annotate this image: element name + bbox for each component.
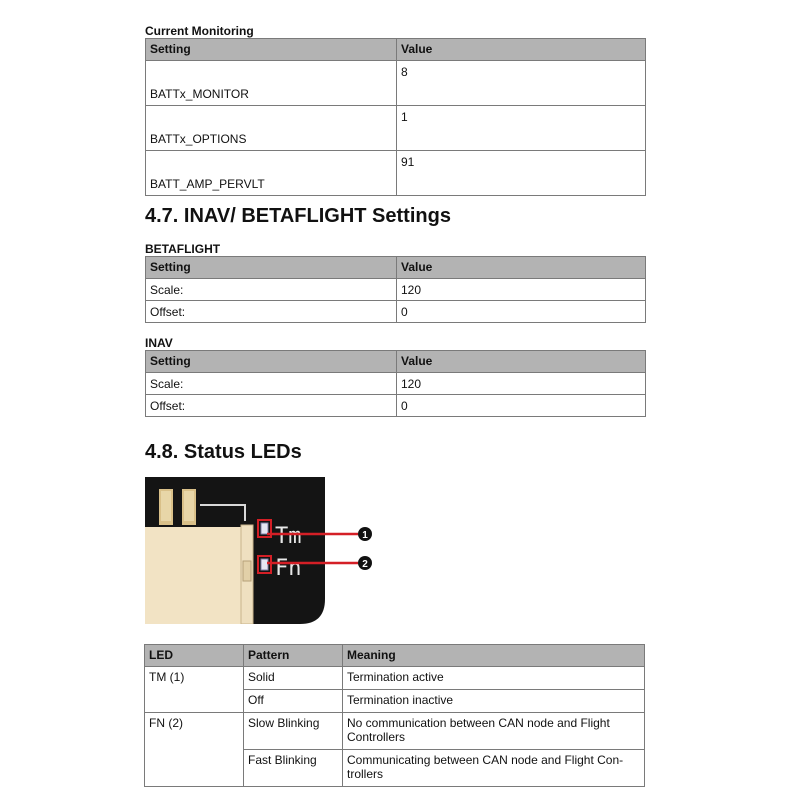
status-led-table (144, 644, 645, 787)
table-row (146, 301, 646, 323)
pattern-cell: Fast Blinking (244, 750, 343, 787)
meaning-cell: No communication between CAN node and Flight Controllers (343, 713, 645, 750)
header-value: Value (397, 351, 646, 373)
table-row (146, 151, 646, 196)
current-monitoring-caption: Current Monitoring (145, 24, 254, 38)
table-row (145, 713, 645, 750)
callout-number-1: 1 (362, 530, 368, 541)
header-value: Value (397, 257, 646, 279)
setting-cell: Offset: (146, 395, 397, 417)
value-cell: 1 (397, 106, 646, 151)
table-row (146, 395, 646, 417)
header-meaning: Meaning (343, 645, 645, 667)
header-led: LED (145, 645, 244, 667)
betaflight-table (145, 256, 646, 323)
meaning-cell: Termination inactive (343, 690, 645, 713)
pin-highlight (184, 491, 194, 521)
connector-body (145, 527, 249, 624)
setting-cell: Scale: (146, 373, 397, 395)
table-row (146, 279, 646, 301)
header-pattern: Pattern (244, 645, 343, 667)
value-cell: 0 (397, 301, 646, 323)
section-47-heading: 4.7. INAV/ BETAFLIGHT Settings (145, 205, 451, 227)
setting-cell: Offset: (146, 301, 397, 323)
table-row (146, 106, 646, 151)
section-48-heading: 4.8. Status LEDs (145, 441, 302, 463)
meaning-cell: Termination active (343, 667, 645, 690)
table-row (145, 667, 645, 690)
connector-latch (243, 561, 251, 581)
callout-markers (325, 520, 385, 580)
header-setting: Setting (146, 39, 397, 61)
led-tm (261, 523, 268, 534)
inav-table (145, 350, 646, 417)
header-setting: Setting (146, 351, 397, 373)
header-setting: Setting (146, 257, 397, 279)
silkscreen-fn: Fn (275, 556, 302, 581)
table-header-row (146, 39, 646, 61)
pattern-cell: Solid (244, 667, 343, 690)
setting-cell: BATT_AMP_PERVLT (146, 151, 397, 196)
value-cell: 120 (397, 279, 646, 301)
silkscreen-tm: Tm (275, 524, 302, 549)
setting-cell: Scale: (146, 279, 397, 301)
table-header-row (146, 257, 646, 279)
betaflight-caption: BETAFLIGHT (145, 242, 221, 256)
meaning-cell: Communicating between CAN node and Flight Con-trollers (343, 750, 645, 787)
led-cell: FN (2) (145, 713, 244, 787)
pin-highlight (161, 491, 171, 521)
inav-caption: INAV (145, 336, 173, 350)
value-cell: 0 (397, 395, 646, 417)
led-cell: TM (1) (145, 667, 244, 713)
setting-cell: BATTx_MONITOR (146, 61, 397, 106)
current-monitoring-table (145, 38, 646, 196)
led-fn (261, 559, 268, 570)
status-led-photo (145, 477, 325, 624)
table-header-row (146, 351, 646, 373)
table-row (146, 373, 646, 395)
header-value: Value (397, 39, 646, 61)
value-cell: 91 (397, 151, 646, 196)
setting-cell: BATTx_OPTIONS (146, 106, 397, 151)
table-row (146, 61, 646, 106)
value-cell: 120 (397, 373, 646, 395)
table-header-row (145, 645, 645, 667)
pattern-cell: Off (244, 690, 343, 713)
value-cell: 8 (397, 61, 646, 106)
callout-number-2: 2 (362, 559, 368, 570)
pattern-cell: Slow Blinking (244, 713, 343, 750)
